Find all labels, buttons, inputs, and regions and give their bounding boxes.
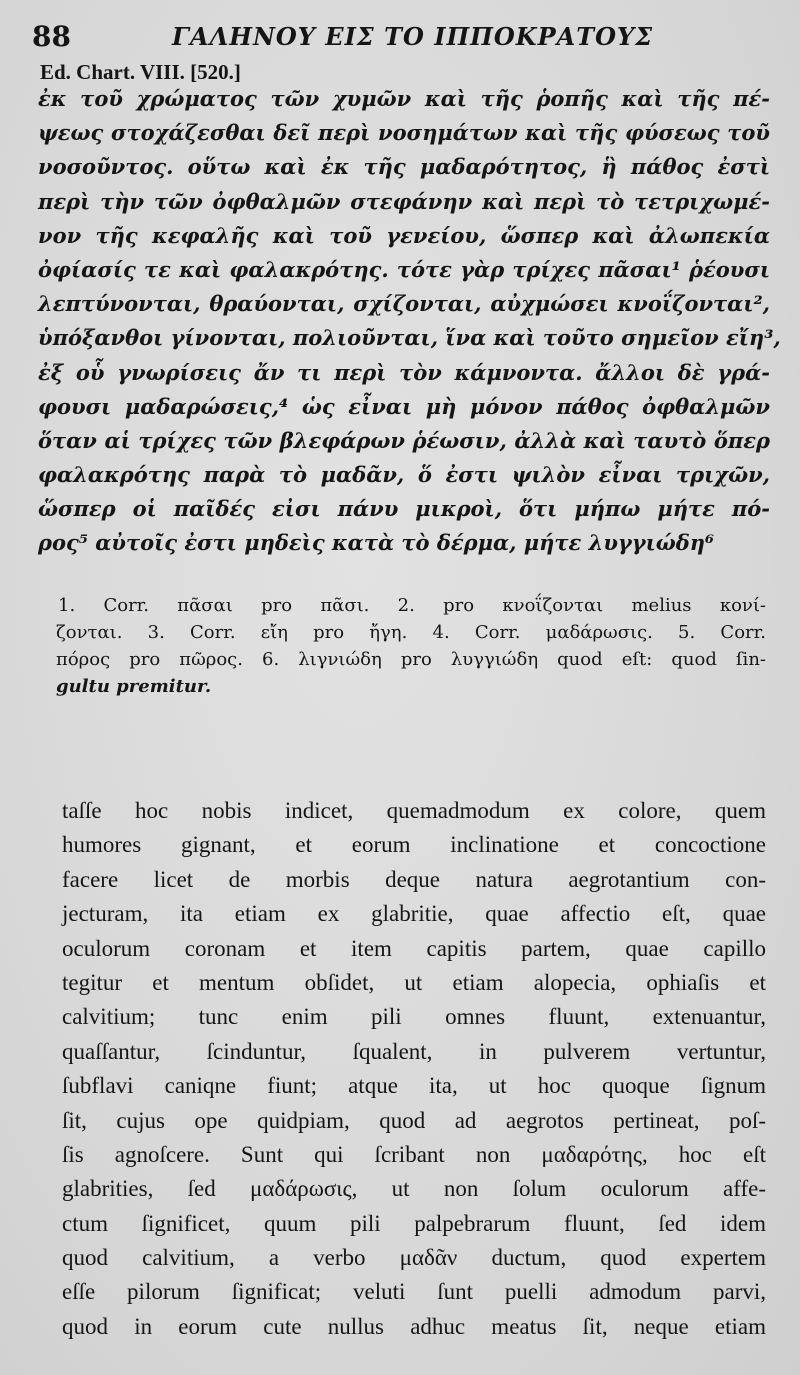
latin-line: tegitur et mentum obſidet, ut etiam alopecia, ophiaſis et xyxy=(62,969,766,995)
latin-line: ſubflavi caniqne fiunt; atque ita, ut hoc quoque ſignum xyxy=(62,1073,766,1099)
greek-line: νον τῆς κεφαλῆς καὶ τοῦ γενείου, ὥσπερ καὶ ἀλωπεκία xyxy=(38,222,770,248)
latin-line: facere licet de morbis deque natura aegrotantium con- xyxy=(62,866,766,892)
page-number: 88 xyxy=(32,20,71,53)
latin-line: oculorum coronam et item capitis partem, quae capillo xyxy=(62,935,766,961)
greek-text-block xyxy=(38,82,781,561)
latin-line: humores gignant, et eorum inclinatione et concoctione xyxy=(62,832,766,858)
latin-line: ſit, cujus ope quidpiam, quod ad aegrotos pertineat, poſ- xyxy=(62,1107,766,1133)
edition-reference: Ed. Chart. VIII. [520.] xyxy=(40,60,241,84)
footnote-line: πόρος pro πῶρος. 6. λιγνιώδη pro λυγγιώδη quod eſt: quod ſin- xyxy=(56,649,766,670)
greek-line: φαλακρότης παρὰ τὸ μαδᾶν, ὅ ἐστι ψιλὸν εἶναι τριχῶν, xyxy=(38,462,770,488)
greek-line: ἐξ οὗ γνωρίσεις ἄν τι περὶ τὸν κάμνοντα. ἄλλοι δὲ γρά- xyxy=(38,359,770,385)
greek-line: λεπτύνονται, θραύονται, σχίζονται, αὐχμώσει κνοΐζονται², xyxy=(38,291,770,317)
greek-line: περὶ τὴν τῶν ὀφθαλμῶν στεφάνην καὶ περὶ τὸ τετριχωμέ- xyxy=(38,188,770,214)
latin-line: quaſſantur, ſcinduntur, ſqualent, in pulverem vertuntur, xyxy=(62,1038,766,1064)
footnote-line: gultu premitur. xyxy=(56,676,212,697)
footnote-line: 1. Corr. πᾶσαι pro πᾶσι. 2. pro κνοΐζονται melius κονί- xyxy=(58,595,766,616)
running-title: ΓΑΛΗΝΟΥ ΕΙΣ ΤΟ ΙΠΠΟΚΡΑΤΟΥΣ xyxy=(172,22,654,51)
latin-line: quod calvitium, a verbo μαδᾶν ductum, quod expertem xyxy=(62,1245,766,1271)
greek-line: ὅταν αἱ τρίχες τῶν βλεφάρων ῥέωσιν, ἀλλὰ καὶ ταυτὸ ὅπερ xyxy=(38,427,770,453)
latin-line: quod in eorum cute nullus adhuc meatus ſit, neque etiam xyxy=(62,1313,766,1339)
greek-line: ψεως στοχάζεσθαι δεῖ περὶ νοσημάτων καὶ τῆς φύσεως τοῦ xyxy=(38,120,770,146)
latin-text-block xyxy=(62,794,766,1344)
greek-line: ὀφίασίς τε καὶ φαλακρότης. τότε γὰρ τρίχες πᾶσαι¹ ῥέουσι xyxy=(38,256,770,282)
greek-line: ἐκ τοῦ χρώματος τῶν χυμῶν καὶ τῆς ῥοπῆς καὶ τῆς πέ- xyxy=(38,86,770,111)
footnotes xyxy=(58,592,766,700)
greek-line: ὥσπερ οἱ παῖδές εἰσι πάνυ μικροὶ, ὅτι μήπω μήτε πό- xyxy=(38,496,770,522)
latin-line: ſis agnoſcere. Sunt qui ſcribant non μαδαρότης, hoc eſt xyxy=(62,1141,766,1167)
latin-line: jecturam, ita etiam ex glabritie, quae affectio eſt, quae xyxy=(62,901,766,927)
latin-line: eſſe pilorum ſignificat; veluti ſunt puelli admodum parvi, xyxy=(62,1279,766,1305)
greek-line: νοσοῦντος. οὕτω καὶ ἐκ τῆς μαδαρότητος, ἣ πάθος ἐστὶ xyxy=(38,154,770,180)
latin-line: ctum ſignificet, quum pili palpebrarum fluunt, ſed idem xyxy=(62,1210,766,1236)
greek-line: ρος⁵ αὐτοῖς ἐστι μηδεὶς κατὰ τὸ δέρμα, μήτε λυγγιώδη⁶ xyxy=(38,530,715,556)
latin-line: taſſe hoc nobis indicet, quemadmodum ex colore, quem xyxy=(62,798,766,823)
footnote-line: ζονται. 3. Corr. εἴη pro ἤγη. 4. Corr. μαδάρωσις. 5. Corr. xyxy=(56,622,766,643)
greek-line: ὑπόξανθοι γίνονται, πολιοῦνται, ἵνα καὶ τοῦτο σημεῖον εἴη³, xyxy=(38,325,781,351)
page-header xyxy=(32,18,772,58)
latin-line: calvitium; tunc enim pili omnes fluunt, extenuantur, xyxy=(62,1004,766,1030)
greek-line: φουσι μαδαρώσεις,⁴ ὡς εἶναι μὴ μόνον πάθος ὀφθαλμῶν xyxy=(38,393,770,419)
latin-line: glabrities, ſed μαδάρωσις, ut non ſolum oculorum affe- xyxy=(62,1176,766,1202)
